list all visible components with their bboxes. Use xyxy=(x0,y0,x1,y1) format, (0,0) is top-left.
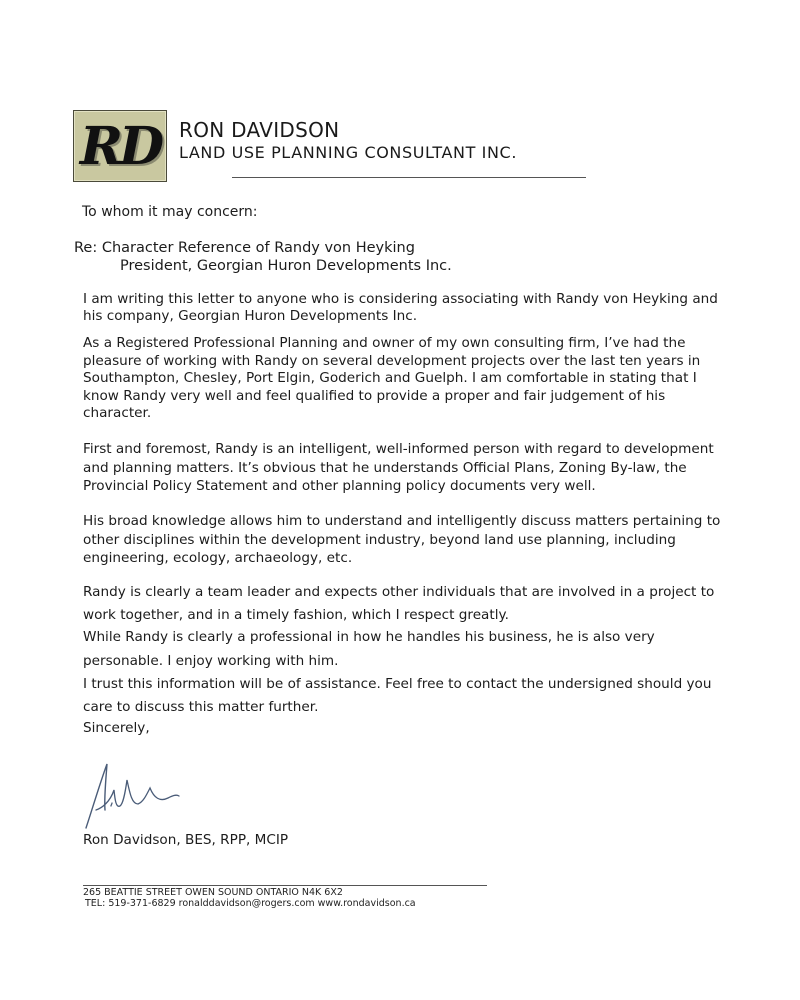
closing-line: I trust this information will be of assistance. Feel free to contact the undersigned should you xyxy=(83,676,712,692)
company-logo xyxy=(73,110,167,182)
paragraph-disciplines: His broad knowledge allows him to understand and intelligently discuss matters pertaining to other disciplines within the development industry, beyond land use planning, including engineering, ecology, archaeology, etc. xyxy=(83,513,721,566)
handwritten-signature xyxy=(80,758,190,833)
closing-line: While Randy is clearly a professional in how he handles his business, he is also very xyxy=(83,629,655,645)
logo-monogram: RD xyxy=(79,115,161,177)
paragraph-knowledge: First and foremost, Randy is an intelligent, well-informed person with regard to development and planning matters. It’s obvious that he understands Official Plans, Zoning By-law, the Provincial Policy Statement and other planning policy documents very well. xyxy=(83,441,714,494)
paragraph-background: As a Registered Professional Planning and owner of my own consulting firm, I’ve had the pleasure of working with Randy on several development projects over the last ten years in Southampton, Chesley, Port Elgin, Goderich and Guelph. I am comfortable in stating that I know Randy very well and feel qualified to provide a proper and fair judgement of his character. xyxy=(83,335,701,421)
salutation: To whom it may concern: xyxy=(82,204,258,220)
closing-line: care to discuss this matter further. xyxy=(83,699,319,715)
letterhead-divider xyxy=(232,177,586,178)
footer-address: 265 BEATTIE STREET OWEN SOUND ONTARIO N4K 6X2 xyxy=(83,887,343,898)
letterhead-subtitle: LAND USE PLANNING CONSULTANT INC. xyxy=(179,143,518,162)
closing-line: Randy is clearly a team leader and expects other individuals that are involved in a project to xyxy=(83,584,715,600)
sign-off: Sincerely, xyxy=(83,720,150,736)
closing-line: work together, and in a timely fashion, which I respect greatly. xyxy=(83,607,509,623)
letterhead-name: RON DAVIDSON xyxy=(179,118,340,142)
subject-line: Re: Character Reference of Randy von Heyking xyxy=(74,240,415,256)
paragraph-intro: I am writing this letter to anyone who is considering associating with Randy von Heyking and his company, Georgian Huron Developments Inc. xyxy=(83,291,718,324)
subject-title: President, Georgian Huron Developments Inc. xyxy=(120,258,452,274)
signer-name: Ron Davidson, BES, RPP, MCIP xyxy=(83,832,289,848)
closing-line: personable. I enjoy working with him. xyxy=(83,653,339,669)
footer-divider xyxy=(83,885,487,886)
footer-contact: TEL: 519-371-6829 ronalddavidson@rogers.com www.rondavidson.ca xyxy=(85,898,416,909)
